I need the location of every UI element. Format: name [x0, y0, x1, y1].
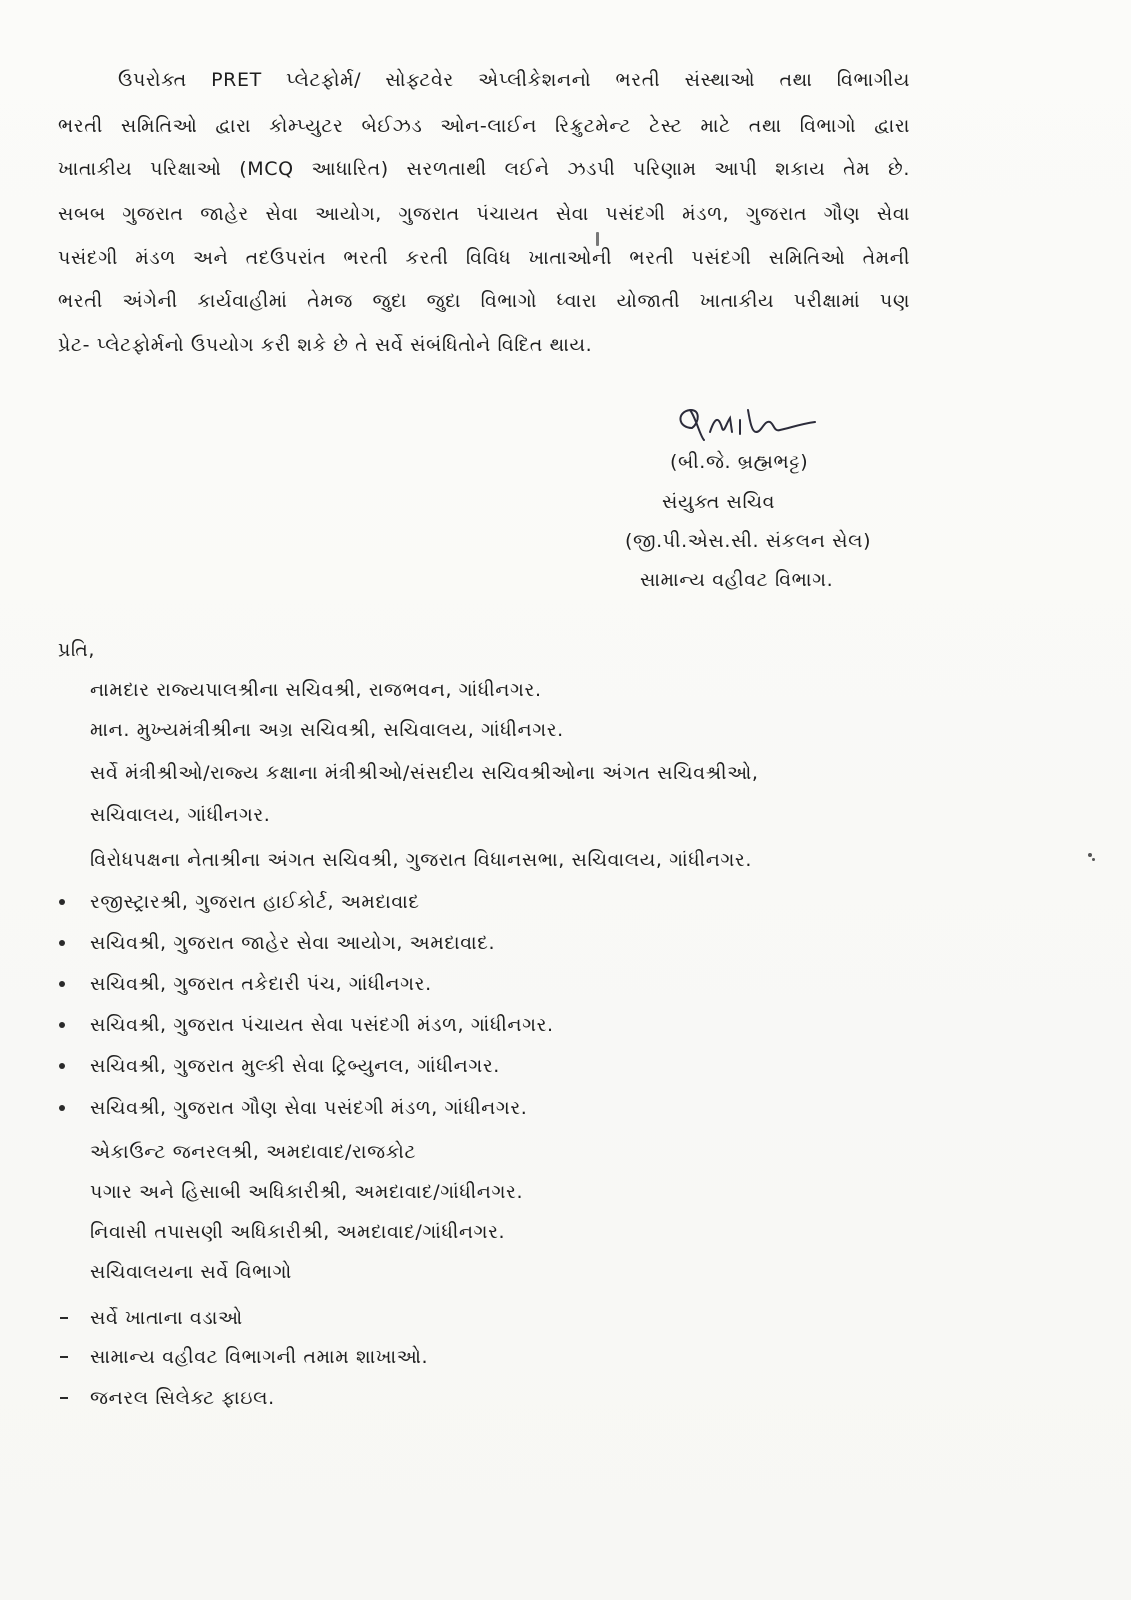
bulleted-recipient-item: સચિવશ્રી, ગુજરાત પંચાયત સેવા પસંદગી મંડળ, ગાંધીનગર. — [90, 1014, 554, 1036]
scan-speck — [596, 232, 599, 246]
bulleted-recipient-item: સચિવશ્રી, ગુજરાત તકેદારી પંચ, ગાંધીનગર. — [90, 973, 432, 995]
paragraph-line: સબબ ગુજરાત જાહેર સેવા આયોગ, ગુજરાત પંચાયત સેવા પસંદગી મંડળ, ગુજરાત ગૌણ સેવા — [58, 203, 910, 225]
dash-icon — [60, 1356, 68, 1358]
bullet-icon — [59, 899, 65, 905]
recipient-item: માન. મુખ્યમંત્રીશ્રીના અગ્ર સચિવશ્રી, સચિવાલય, ગાંધીનગર. — [90, 719, 564, 741]
signatory-designation: સંયુક્ત સચિવ — [662, 491, 776, 513]
recipient-item: વિરોધપક્ષના નેતાશ્રીના અંગત સચિવશ્રી, ગુજરાત વિધાનસભા, સચિવાલય, ગાંધીનગર. — [90, 849, 752, 871]
dash-icon — [60, 1397, 68, 1399]
recipient-item: સચિવાલય, ગાંધીનગર. — [90, 804, 271, 826]
bullet-icon — [59, 1105, 65, 1111]
scan-speck — [1088, 853, 1092, 857]
paragraph-line: ભરતી અંગેની કાર્યવાહીમાં તેમજ જુદા જુદા વિભાગો ધ્વારા યોજાતી ખાતાકીય પરીક્ષામાં પણ — [58, 290, 910, 312]
distribution-heading: પ્રતિ, — [58, 639, 96, 661]
paragraph-line: પ્રેટ- પ્લેટફોર્મનો ઉપયોગ કરી શકે છે તે સર્વે સંબંધિતોને વિદિત થાય. — [58, 334, 593, 356]
bulleted-recipient-item: સચિવશ્રી, ગુજરાત ગૌણ સેવા પસંદગી મંડળ, ગાંધીનગર. — [90, 1097, 528, 1119]
signatory-cell: (જી.પી.એસ.સી. સંકલન સેલ) — [625, 530, 872, 552]
paragraph-line: પસંદગી મંડળ અને તદઉપરાંત ભરતી કરતી વિવિધ ખાતાઓની ભરતી પસંદગી સમિતિઓ તેમની — [58, 247, 910, 269]
bullet-icon — [59, 940, 65, 946]
dashed-recipient-item: જનરલ સિલેક્ટ ફાઇલ. — [90, 1387, 275, 1409]
paragraph-line: ઉપરોક્ત PRET પ્લેટફોર્મ/ સોફ્ટવેર એપ્લીકેશનનો ભરતી સંસ્થાઓ તથા વિભાગીય — [118, 69, 910, 91]
recipient-item: એકાઉન્ટ જનરલશ્રી, અમદાવાદ/રાજકોટ — [90, 1141, 417, 1163]
paragraph-line: ખાતાકીય પરિક્ષાઓ (MCQ આધારિત) સરળતાથી લઈને ઝડપી પરિણામ આપી શકાય તેમ છે. — [58, 158, 910, 180]
bullet-icon — [59, 1022, 65, 1028]
signatory-department: સામાન્ય વહીવટ વિભાગ. — [640, 569, 834, 591]
paragraph-line: ભરતી સમિતિઓ દ્વારા કોમ્પ્યુટર બેઈઝડ ઓન-લાઈન રિક્રુટમેન્ટ ટેસ્ટ માટે તથા વિભાગો દ્વારા — [58, 115, 910, 137]
dashed-recipient-item: સામાન્ય વહીવટ વિભાગની તમામ શાખાઓ. — [90, 1346, 429, 1368]
scan-speck — [1092, 858, 1095, 861]
recipient-item: સર્વે મંત્રીશ્રીઓ/રાજ્ય કક્ષાના મંત્રીશ્રીઓ/સંસદીય સચિવશ્રીઓના અંગત સચિવશ્રીઓ, — [90, 762, 759, 784]
dashed-recipient-item: સર્વે ખાતાના વડાઓ — [90, 1307, 243, 1329]
recipient-item: પગાર અને હિસાબી અધિકારીશ્રી, અમદાવાદ/ગાંધીનગર. — [90, 1181, 524, 1203]
recipient-item: સચિવાલયના સર્વે વિભાગો — [90, 1261, 292, 1283]
dash-icon — [60, 1317, 68, 1319]
bullet-icon — [59, 981, 65, 987]
bulleted-recipient-item: રજીસ્ટ્રારશ્રી, ગુજરાત હાઈકોર્ટ, અમદાવાદ — [90, 891, 420, 913]
bulleted-recipient-item: સચિવશ્રી, ગુજરાત મુલ્કી સેવા ટ્રિબ્યુનલ, ગાંધીનગર. — [90, 1055, 500, 1077]
recipient-item: નામદાર રાજ્યપાલશ્રીના સચિવશ્રી, રાજભવન, ગાંધીનગર. — [90, 679, 542, 701]
bulleted-recipient-item: સચિવશ્રી, ગુજરાત જાહેર સેવા આયોગ, અમદાવાદ. — [90, 932, 496, 954]
signatory-name: (બી.જે. બ્રહ્મભટ્ટ) — [670, 451, 809, 473]
signature — [670, 398, 845, 448]
recipient-item: નિવાસી તપાસણી અધિકારીશ્રી, અમદાવાદ/ગાંધીનગર. — [90, 1221, 506, 1243]
bullet-icon — [59, 1063, 65, 1069]
